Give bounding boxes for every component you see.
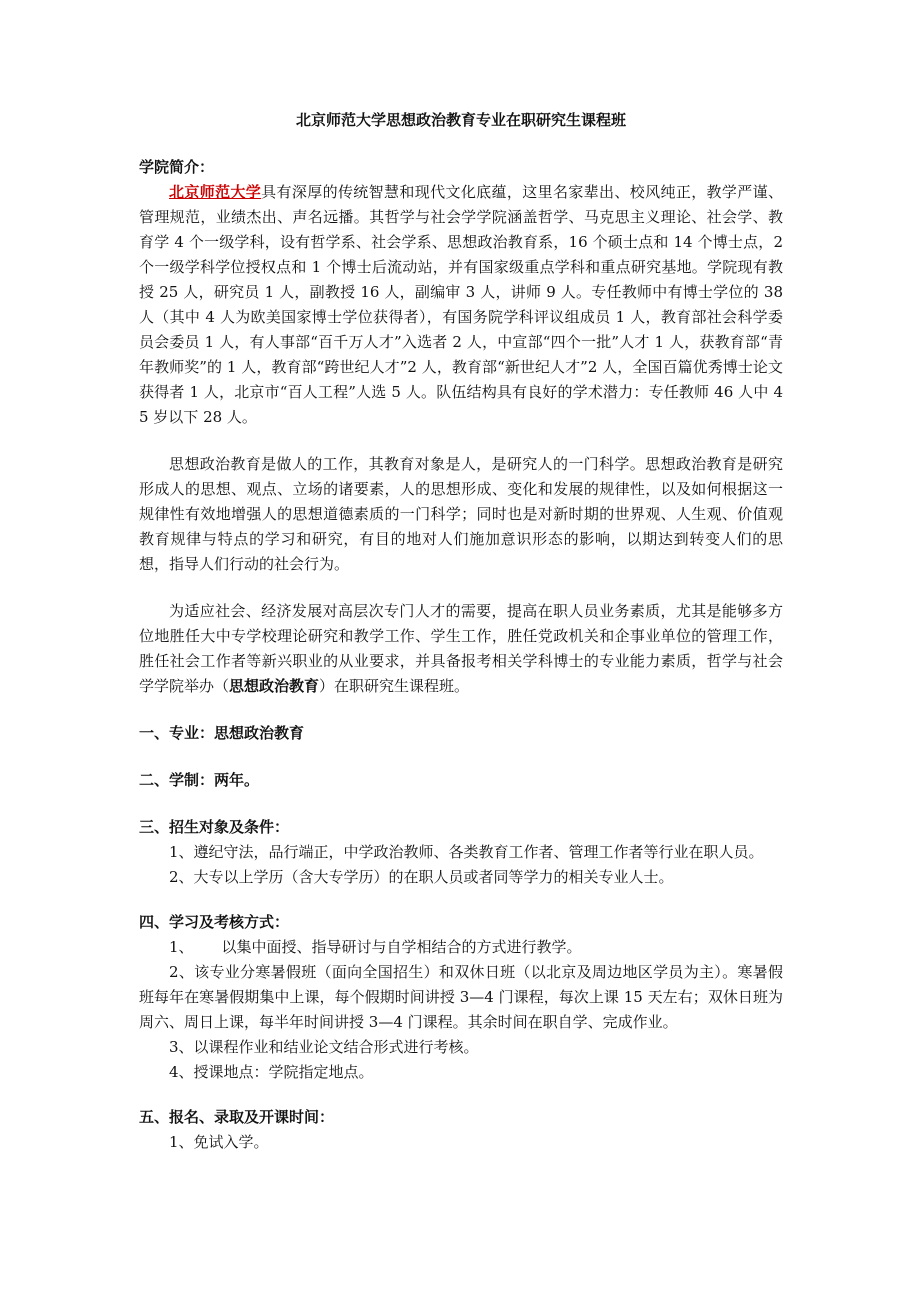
section-4-item-1: [139, 935, 783, 960]
section-1-major: 一、专业：思想政治教育: [139, 724, 305, 742]
document-title: 北京师范大学思想政治教育专业在职研究生课程班: [295, 111, 626, 129]
intro-paragraph-3: [139, 599, 783, 699]
section-3-item-2: 2、大专以上学历（含大专学历）的在职人员或者同等学力的相关专业人士。: [169, 868, 674, 886]
intro-paragraph-1: [139, 180, 783, 430]
section-4-item-2: 2、该专业分寒暑假班（面向全国招生）和双休日班（以北京及周边地区学员为主）。寒暑假班每年在寒暑假期集中上课，每个假期时间讲授 3—4 门课程，每次上课 15 天左右；双休日班为周六、周日上课，每半年时间讲授 3—4 门课程。其余时间在职自学、完成作业。: [139, 963, 783, 1031]
section-4-item-1-text: 以集中面授、指导研讨与自学相结合的方式进行教学。: [221, 938, 582, 956]
section-3-item-1: 1、遵纪守法，品行端正，中学政治教师、各类教育工作者、管理工作者等行业在职人员。: [169, 843, 764, 861]
section-5-item-1: 1、免试入学。: [169, 1133, 269, 1151]
intro-paragraph-3-after: ）在职研究生课程班。: [319, 677, 470, 695]
intro-paragraph-2: 思想政治教育是做人的工作，其教育对象是人，是研究人的一门科学。思想政治教育是研究形成人的思想、观点、立场的诸要素，人的思想形成、变化和发展的规律性，以及如何根据这一规律性有效地增强人的思想道德素质的一门科学；同时也是对新时期的世界观、人生观、价值观教育规律与特点的学习和研究，有目的地对人们施加意识形态的影响，以期达到转变人们的思想，指导人们行动的社会行为。: [139, 455, 783, 573]
section-4-item-3: 3、以课程作业和结业论文结合形式进行考核。: [169, 1038, 479, 1056]
intro-heading: 学院简介：: [139, 158, 215, 176]
intro-paragraph-1-text: 具有深厚的传统智慧和现代文化底蕴，这里名家辈出、校风纯正，教学严谨、管理规范，业绩杰出、声名远播。其哲学与社会学学院涵盖哲学、马克思主义理论、社会学、教育学 4 个一级学科，设有哲学系、社会学系、思想政治教育系，16 个硕士点和 14 个博士点，2 个一级学科学位授权点和 1 个博士后流动站，并有国家级重点学科和重点研究基地。学院现有教授 25 人，研究员 1 人，副教授 16 人，副编审 3 人，讲师 9 人。专任教师中有博士学位的 38 人（其中 4 人为欧美国家博士学位获得者），有国务院学科评议组成员 1 人，教育部社会科学委员会委员 1 人，有人事部“百千万人才”入选者 2 人，中宣部“四个一批”人才 1 人，获教育部“青年教师奖”的 1 人，教育部“跨世纪人才”2 人，教育部“新世纪人才”2 人，全国百篇优秀博士论文获得者 1 人，北京市“百人工程”人选 5 人。队伍结构具有良好的学术潜力：专任教师 46 人中 45 岁以下 28 人。: [139, 183, 783, 426]
section-3-heading: 三、招生对象及条件：: [139, 818, 290, 836]
intro-paragraph-3-before: 为适应社会、经济发展对高层次专门人才的需要，提高在职人员业务素质，尤其是能够多方位地胜任大中专学校理论研究和教学工作、学生工作，胜任党政机关和企事业单位的管理工作，胜任社会工作者等新兴职业的从业要求，并具备报考相关学科博士的专业能力素质，哲学与社会学学院举办（: [139, 602, 783, 695]
section-4-item-1-num: 1、: [169, 938, 194, 956]
section-4-item-4: 4、授课地点：学院指定地点。: [169, 1063, 374, 1081]
bnu-link[interactable]: 北京师范大学: [169, 183, 262, 201]
section-4-heading: 四、学习及考核方式：: [139, 913, 290, 931]
section-5-heading: 五、报名、录取及开课时间：: [139, 1108, 335, 1126]
section-2-duration: 二、学制：两年。: [139, 771, 260, 789]
document-page: [139, 108, 783, 1155]
intro-paragraph-3-bold: 思想政治教育: [229, 677, 320, 695]
